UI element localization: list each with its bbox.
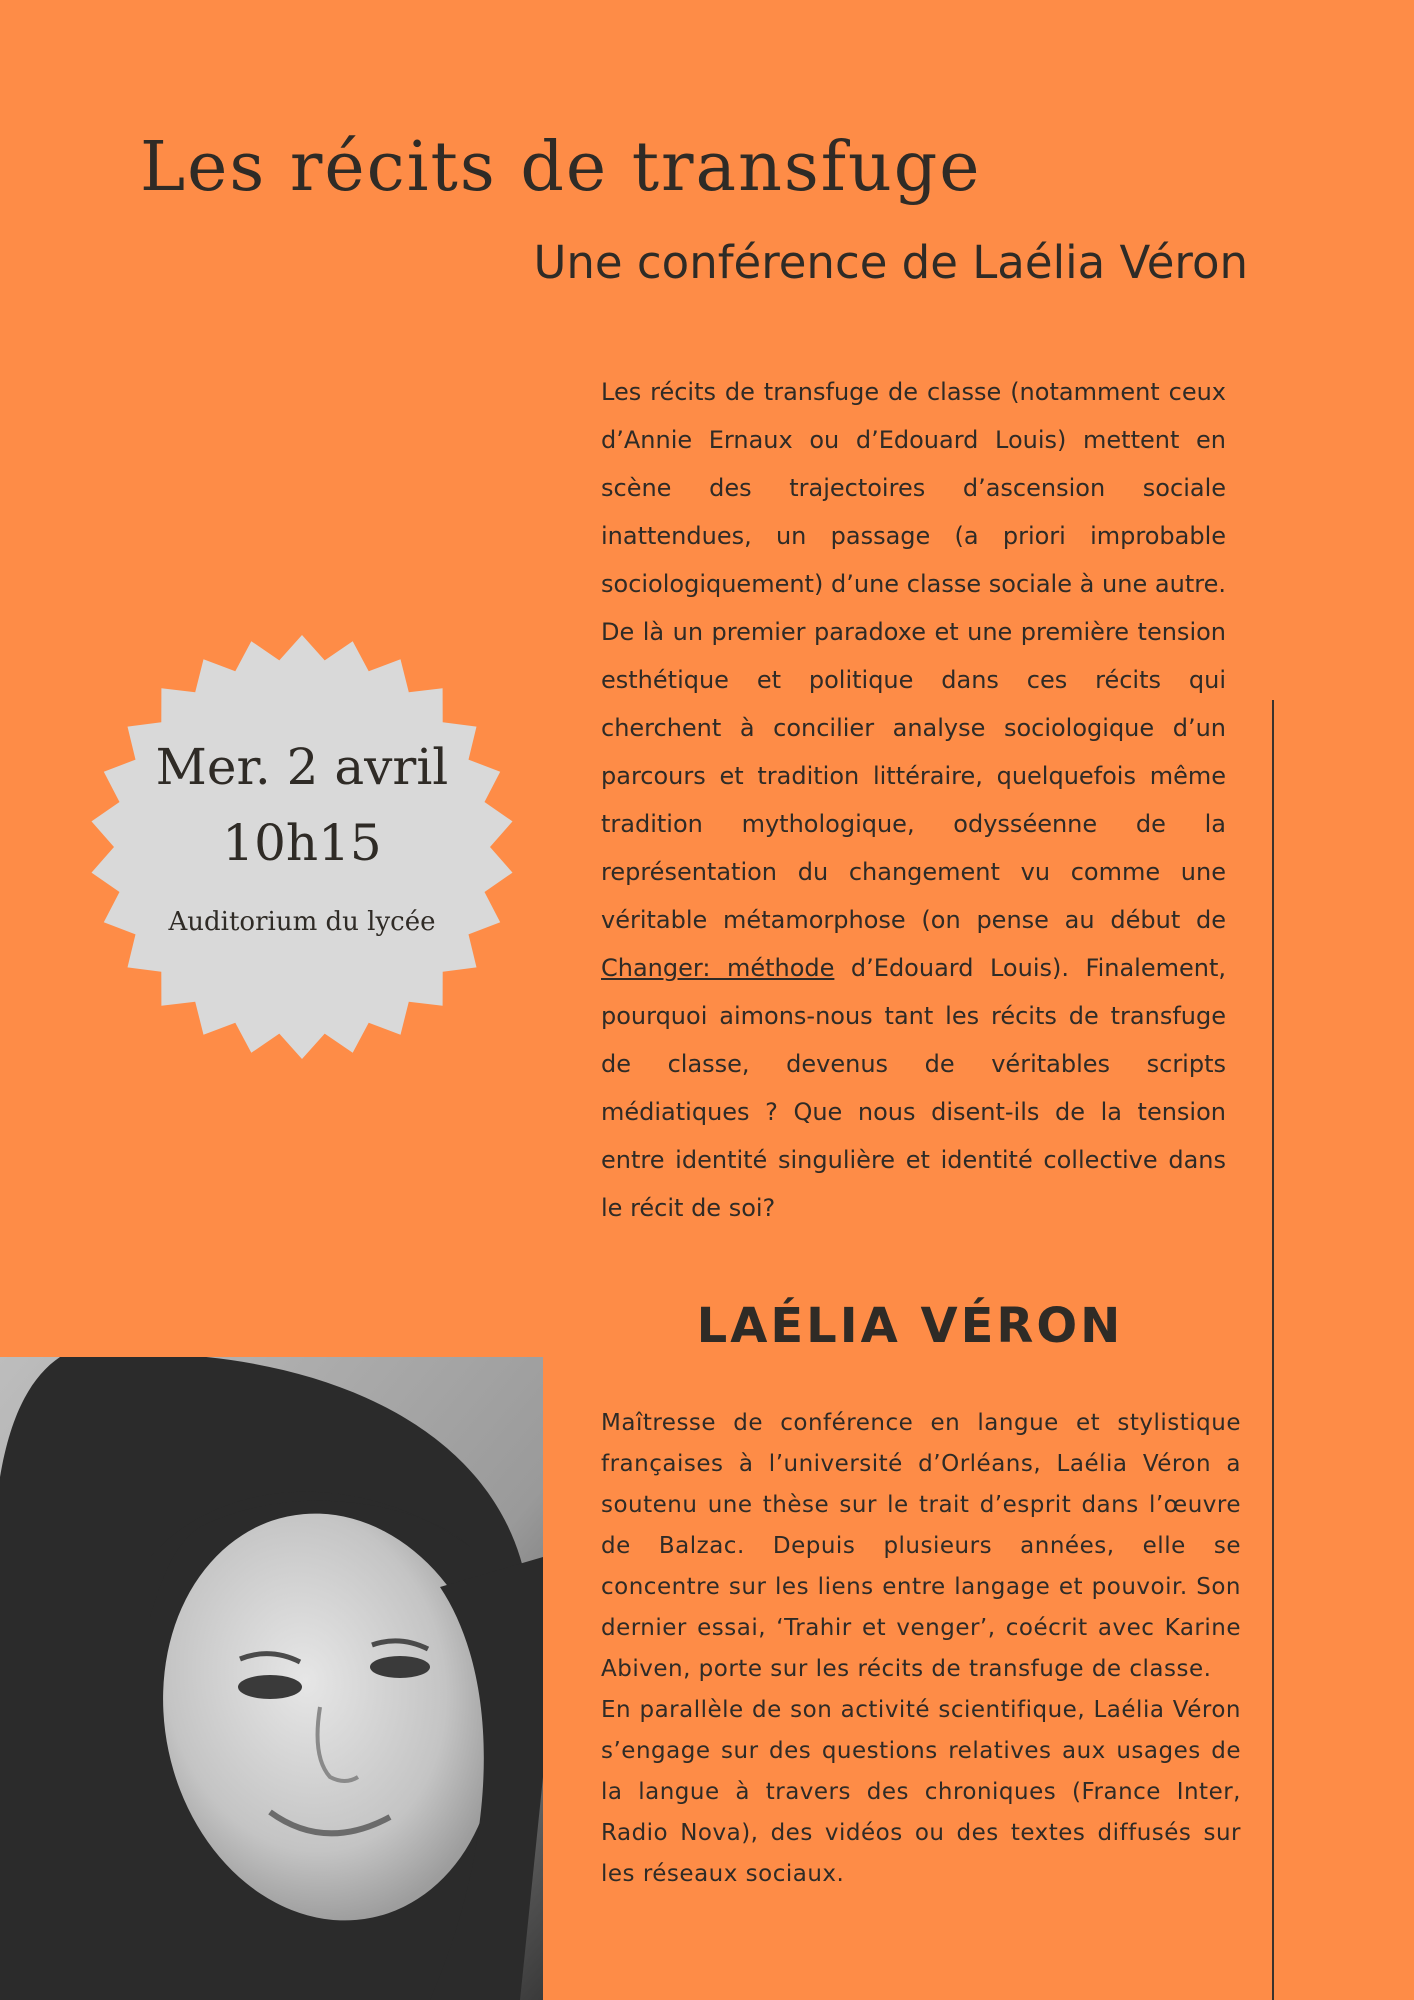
event-datetime (88, 729, 516, 881)
event-badge (88, 633, 516, 1061)
vertical-divider (1272, 700, 1274, 2000)
abstract-text-start: Les récits de transfuge de classe (notamment ceux d’Annie Ernaux ou d’Edouard Louis) mettent en scène des trajectoires d’ascension sociale inattendues, un passage (a priori improbable sociologiquement) d’une classe sociale à une autre. De là un premier paradoxe et une première tension esthétique et politique dans ces récits qui cherchent à concilier analyse sociologique d’un parcours et tradition littéraire, quelquefois même tradition mythologique, odysséenne de la représentation du changement vu comme une véritable métamorphose (on pense au début de (601, 378, 1226, 934)
poster-title: Les récits de transfuge (140, 128, 982, 207)
abstract-text-end: d’Edouard Louis). Finalement, pourquoi aimons-nous tant les récits de transfuge de classe, devenus de véritables scripts médiatiques ? Que nous disent-ils de la tension entre identité singulière et identité collective dans le récit de soi? (601, 954, 1226, 1222)
poster-subtitle: Une conférence de Laélia Véron (533, 236, 1248, 289)
speaker-name: LAÉLIA VÉRON (696, 1298, 1124, 1354)
bio-paragraph: Maîtresse de conférence en langue et stylistique françaises à l’université d’Orléans, Laélia Véron a soutenu une thèse sur le trait d’esprit dans l’œuvre de Balzac. Depuis plusieurs années, elle se concentre sur les liens entre langage et pouvoir. Son dernier essai, ‘Trahir et venger’, coécrit avec Karine Abiven, porte sur les récits de transfuge de classe. (601, 1410, 1241, 1682)
bio-paragraph: En parallèle de son activité scientifique, Laélia Véron s’engage sur des questions relatives aux usages de la langue à travers des chroniques (France Inter, Radio Nova), des vidéos ou des textes diffusés sur les réseaux sociaux. (601, 1697, 1241, 1887)
book-title-link: Changer: méthode (601, 954, 835, 982)
speaker-photo (0, 1357, 543, 2000)
event-location: Auditorium du lycée (168, 907, 436, 937)
conference-abstract (601, 368, 1226, 1232)
event-time: 10h15 (222, 814, 382, 872)
portrait-image (0, 1357, 543, 2000)
event-date: Mer. 2 avril (155, 738, 449, 796)
speaker-bio (601, 1403, 1241, 1895)
